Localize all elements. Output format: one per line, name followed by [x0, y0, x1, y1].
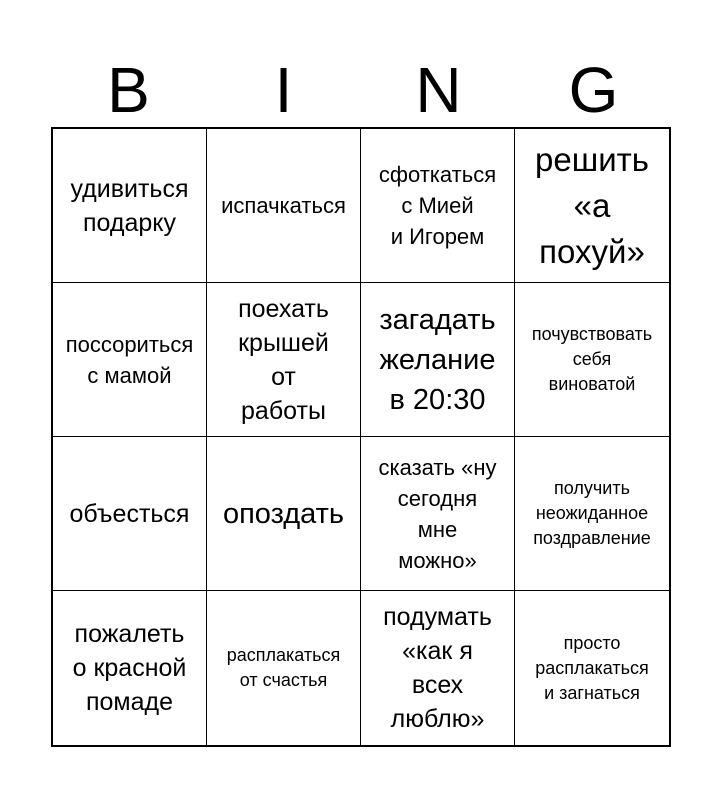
- bingo-cell[interactable]: [207, 129, 361, 283]
- bingo-cell[interactable]: [361, 129, 515, 283]
- bingo-cell-text: почувствовать себя виноватой: [531, 324, 653, 394]
- header-letter-i: I: [274, 54, 293, 126]
- bingo-cell[interactable]: [53, 129, 207, 283]
- bingo-cell-text: подумать «как я всех люблю»: [383, 603, 492, 733]
- bingo-cell[interactable]: [207, 437, 361, 591]
- header-letter-n: N: [415, 54, 462, 126]
- bingo-cell[interactable]: [515, 591, 669, 745]
- bingo-cell-text: сфоткаться с Мией и Игорем: [378, 162, 497, 249]
- bingo-cell[interactable]: [53, 437, 207, 591]
- bingo-cell-text: загадать желание в 20:30: [379, 303, 496, 416]
- bingo-cell[interactable]: [207, 283, 361, 437]
- bingo-cell-text: решить «а похуй»: [535, 140, 649, 270]
- bingo-cell-text: просто расплакаться и загнаться: [535, 632, 649, 703]
- header-letter-b: B: [107, 54, 150, 126]
- bingo-header: [51, 52, 671, 128]
- header-letter-g: G: [568, 54, 619, 126]
- bingo-cell-text: расплакаться от счастья: [226, 645, 341, 690]
- bingo-cell-text: удивиться подарку: [70, 174, 189, 237]
- bingo-cell[interactable]: [361, 591, 515, 745]
- bingo-cell-text: пожалеть о красной помаде: [72, 620, 187, 716]
- bingo-cell-text: получить неожиданное поздравление: [533, 478, 651, 548]
- bingo-cell[interactable]: [361, 283, 515, 437]
- bingo-cell-text: испачкаться: [221, 193, 346, 218]
- bingo-cell-text: объесться: [69, 499, 190, 528]
- bingo-cell-text: поехать крышей от работы: [238, 294, 329, 425]
- bingo-cell[interactable]: [515, 283, 669, 437]
- bingo-cell[interactable]: [515, 437, 669, 591]
- bingo-cell[interactable]: [361, 437, 515, 591]
- bingo-cell[interactable]: [53, 283, 207, 437]
- bingo-cell-text: сказать «ну сегодня мне можно»: [378, 454, 497, 573]
- bingo-cell[interactable]: [53, 591, 207, 745]
- bingo-cell-text: поссориться с мамой: [65, 331, 194, 388]
- bingo-cell[interactable]: [207, 591, 361, 745]
- bingo-cell[interactable]: [515, 129, 669, 283]
- bingo-cell-text: опоздать: [222, 497, 345, 530]
- bingo-card: [51, 127, 671, 747]
